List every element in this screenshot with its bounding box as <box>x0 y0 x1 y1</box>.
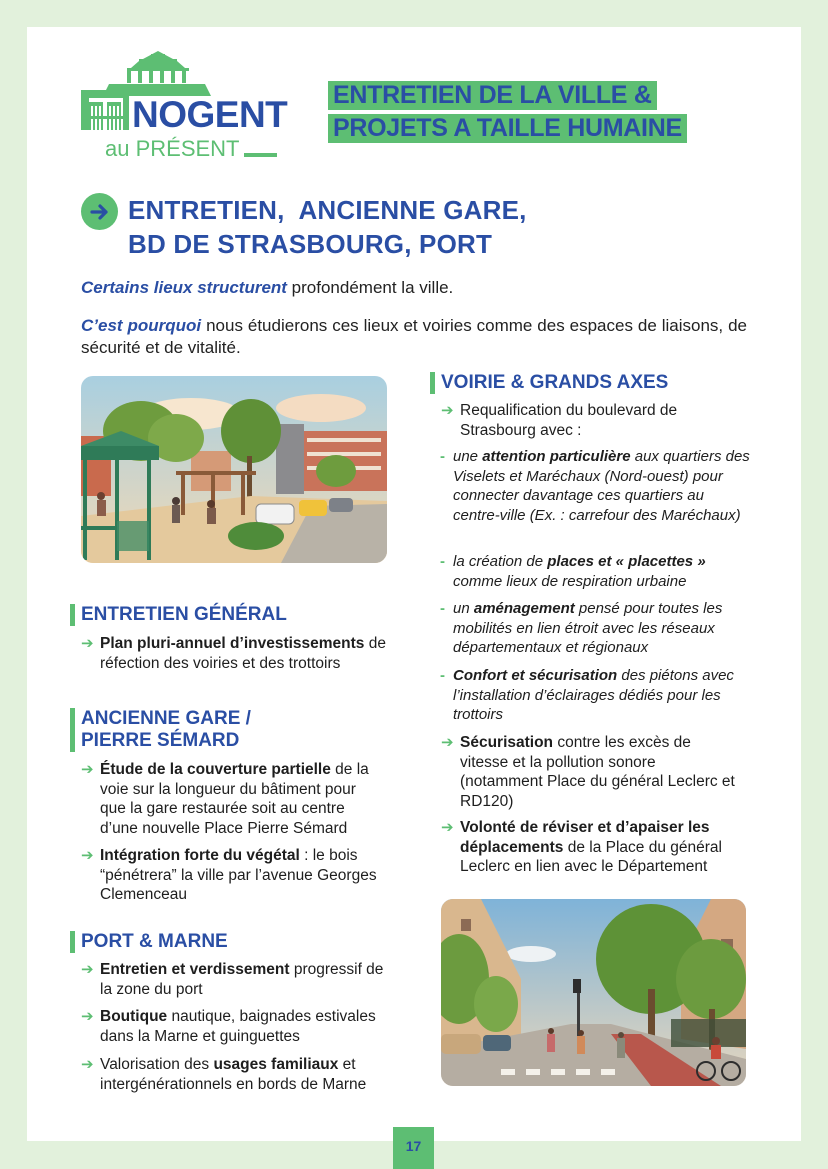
heading-bar <box>430 372 435 394</box>
arrow-right-icon: ➔ <box>81 761 94 778</box>
list-item <box>441 401 721 440</box>
list-item-text: Volonté de réviser et d’apaiser les déplacements de la Place du général Leclerc en lien avec le Département <box>460 819 722 875</box>
section-title <box>128 193 527 261</box>
list-item-text: Étude de la couverture partielle de la voie sur la longueur du bâtiment pour que la gare restaurée soit au centre d’une nouvelle Place Pierre Sémard <box>100 761 369 837</box>
heading-line2: PIERRE SÉMARD <box>81 730 240 751</box>
list-item-text: Valorisation des usages familiaux et intergénérationnels en bords de Marne <box>100 1056 367 1093</box>
illustration-square-kiosk <box>81 376 387 563</box>
list-item-text: Plan pluri-annuel d’investissements de réfection des voiries et des trottoirs <box>100 635 386 672</box>
list-item-text: Requalification du boulevard de Strasbourg avec : <box>460 402 678 439</box>
intro-paragraph-1 <box>81 277 747 299</box>
list-item <box>81 1055 391 1094</box>
list-item-text: Entretien et verdissement progressif de la zone du port <box>100 961 384 998</box>
heading-text <box>81 708 251 752</box>
illustration-boulevard <box>441 899 746 1086</box>
logo-name: NOGENT <box>132 94 288 135</box>
dash-bullet: - <box>440 553 445 570</box>
list-item <box>441 733 741 811</box>
heading-entretien-general <box>70 604 287 626</box>
list-item <box>81 760 386 838</box>
arrow-right-circle-icon <box>81 193 118 230</box>
section-title-line1: ENTRETIEN, ANCIENNE GARE, <box>128 195 527 225</box>
dash-list-item <box>440 552 752 591</box>
page-number: 17 <box>393 1127 434 1169</box>
heading-text: PORT & MARNE <box>81 931 228 952</box>
section-title-line2: BD DE STRASBOURG, PORT <box>128 229 493 259</box>
heading-line1: ANCIENNE GARE / <box>81 708 251 729</box>
list-item-text: Boutique nautique, baignades estivales dans la Marne et guinguettes <box>100 1008 376 1045</box>
arrow-right-icon: ➔ <box>81 1008 94 1025</box>
intro-emphasis-1: Certains lieux structurent <box>81 278 287 297</box>
dash-bullet: - <box>440 600 445 617</box>
heading-text: ENTRETIEN GÉNÉRAL <box>81 604 287 625</box>
intro-emphasis-2: C’est pourquoi <box>81 316 202 335</box>
heading-ancienne-gare <box>70 708 251 752</box>
header-banner-line2: PROJETS A TAILLE HUMAINE <box>328 114 687 143</box>
list-item <box>81 634 401 673</box>
dash-item-text: la création de places et « placettes » comme lieux de respiration urbaine <box>453 553 706 590</box>
dash-item-text: Confort et sécurisation des piétons avec l’installation d’éclairages dédiés pour les trottoirs <box>453 667 734 723</box>
intro-paragraph-2 <box>81 315 747 359</box>
list-item <box>81 960 391 999</box>
dash-item-text: une attention particulière aux quartiers des Viselets et Maréchaux (Nord-ouest) pour connecter davantage ces quartiers au centre-ville (Ex. : carrefour des Maréchaux) <box>453 448 750 524</box>
arrow-right-icon: ➔ <box>441 819 454 836</box>
heading-bar <box>70 708 75 752</box>
arrow-right-icon: ➔ <box>441 734 454 751</box>
arrow-right-icon: ➔ <box>81 847 94 864</box>
dash-bullet: - <box>440 448 445 465</box>
list-item-text: Sécurisation contre les excès de vitesse et la pollution sonore (notamment Place du général Leclerc et RD120) <box>460 734 735 810</box>
arrow-right-icon: ➔ <box>441 402 454 419</box>
heading-voirie-grands-axes <box>430 372 668 394</box>
intro-text-1: profondément la ville. <box>286 278 454 297</box>
list-item <box>81 846 386 905</box>
dash-list-item <box>440 447 752 525</box>
arrow-right-icon: ➔ <box>81 961 94 978</box>
dash-item-text: un aménagement pensé pour toutes les mobilités en lien étroit avec les réseaux départementaux et régionaux <box>453 600 723 656</box>
dash-bullet: - <box>440 667 445 684</box>
heading-port-marne <box>70 931 228 953</box>
arrow-right-icon: ➔ <box>81 1056 94 1073</box>
heading-text: VOIRIE & GRANDS AXES <box>441 372 669 393</box>
logo-subtitle: au PRÉSENT <box>105 136 240 161</box>
heading-bar <box>70 604 75 626</box>
dash-list-item <box>440 599 752 658</box>
list-item-text: Intégration forte du végétal : le bois “pénétrera” la ville par l’avenue Georges Clemenceau <box>100 847 377 903</box>
header-banner-line1: ENTRETIEN DE LA VILLE & <box>328 81 657 110</box>
logo <box>81 50 288 162</box>
heading-bar <box>70 931 75 953</box>
list-item <box>441 818 741 877</box>
dash-list-item <box>440 666 752 725</box>
logo-underline <box>244 153 277 157</box>
arrow-right-icon: ➔ <box>81 635 94 652</box>
intro-text-2: nous étudierons ces lieux et voiries comme des espaces de liaisons, de sécurité et de vitalité. <box>81 316 747 357</box>
list-item <box>81 1007 391 1046</box>
